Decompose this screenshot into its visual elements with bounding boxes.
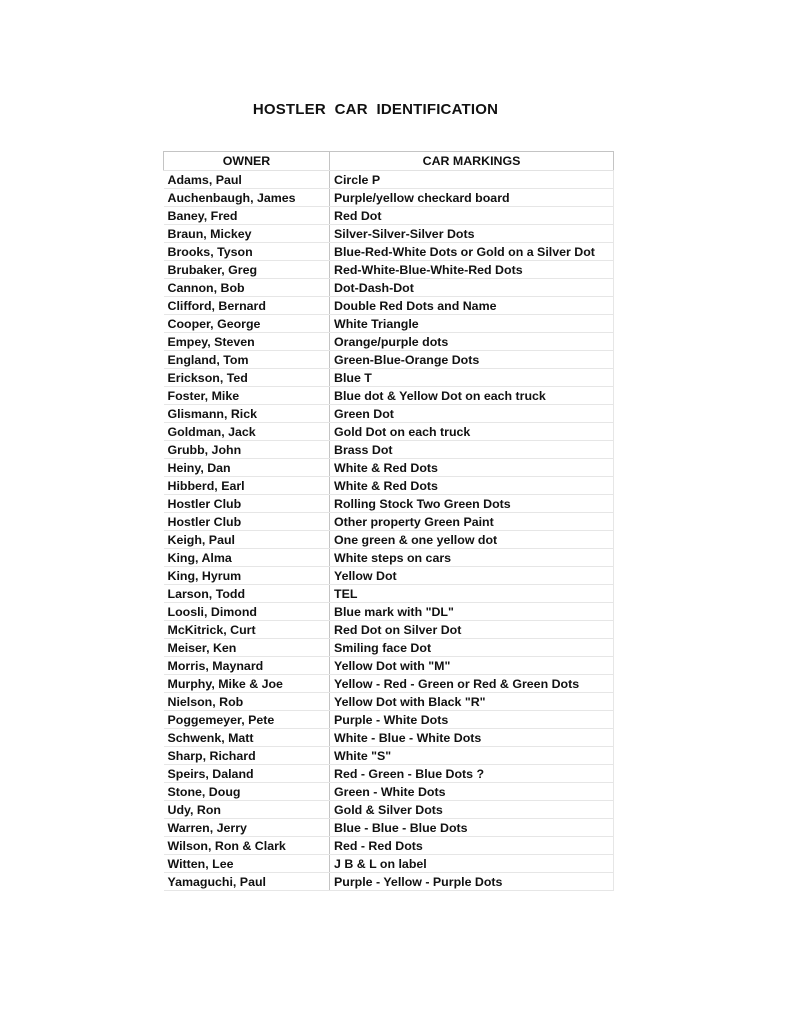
car-markings-cell: Gold & Silver Dots xyxy=(330,801,614,819)
table-row xyxy=(164,531,614,549)
car-markings-cell: White - Blue - White Dots xyxy=(330,729,614,747)
table-row xyxy=(164,279,614,297)
table-row xyxy=(164,711,614,729)
table-row xyxy=(164,819,614,837)
car-markings-cell: Dot-Dash-Dot xyxy=(330,279,614,297)
page-title: HOSTLER CAR IDENTIFICATION xyxy=(252,101,499,118)
car-markings-cell: Other property Green Paint xyxy=(330,513,614,531)
owner-cell: Morris, Maynard xyxy=(164,657,330,675)
car-markings-cell: White "S" xyxy=(330,747,614,765)
table-row xyxy=(164,549,614,567)
table-row xyxy=(164,189,614,207)
owner-cell: Warren, Jerry xyxy=(164,819,330,837)
table-row xyxy=(164,801,614,819)
car-markings-cell: White steps on cars xyxy=(330,549,614,567)
car-markings-cell: Green-Blue-Orange Dots xyxy=(330,351,614,369)
owner-cell: Speirs, Daland xyxy=(164,765,330,783)
owner-cell: Clifford, Bernard xyxy=(164,297,330,315)
owner-cell: Erickson, Ted xyxy=(164,369,330,387)
car-markings-cell: White & Red Dots xyxy=(330,459,614,477)
car-markings-cell: TEL xyxy=(330,585,614,603)
car-markings-cell: Red Dot on Silver Dot xyxy=(330,621,614,639)
table-row xyxy=(164,603,614,621)
owner-column-header: OWNER xyxy=(164,152,330,171)
table-body xyxy=(164,171,614,891)
car-markings-cell: Blue T xyxy=(330,369,614,387)
owner-cell: Adams, Paul xyxy=(164,171,330,189)
car-markings-cell: Blue dot & Yellow Dot on each truck xyxy=(330,387,614,405)
owner-cell: Keigh, Paul xyxy=(164,531,330,549)
car-markings-cell: Red - Green - Blue Dots ? xyxy=(330,765,614,783)
table-row xyxy=(164,513,614,531)
car-markings-cell: Circle P xyxy=(330,171,614,189)
car-markings-cell: Red-White-Blue-White-Red Dots xyxy=(330,261,614,279)
table-row xyxy=(164,423,614,441)
table-row xyxy=(164,207,614,225)
car-markings-cell: Double Red Dots and Name xyxy=(330,297,614,315)
car-markings-cell: Smiling face Dot xyxy=(330,639,614,657)
owner-cell: England, Tom xyxy=(164,351,330,369)
table-row xyxy=(164,729,614,747)
car-markings-cell: Rolling Stock Two Green Dots xyxy=(330,495,614,513)
owner-cell: Heiny, Dan xyxy=(164,459,330,477)
owner-cell: Empey, Steven xyxy=(164,333,330,351)
owner-cell: Auchenbaugh, James xyxy=(164,189,330,207)
table-row xyxy=(164,675,614,693)
car-markings-cell: Gold Dot on each truck xyxy=(330,423,614,441)
table-row xyxy=(164,243,614,261)
owner-cell: Yamaguchi, Paul xyxy=(164,873,330,891)
owner-cell: King, Hyrum xyxy=(164,567,330,585)
car-markings-cell: Yellow Dot xyxy=(330,567,614,585)
owner-cell: Glismann, Rick xyxy=(164,405,330,423)
table-row xyxy=(164,765,614,783)
table-row xyxy=(164,585,614,603)
table-row xyxy=(164,387,614,405)
owner-cell: Braun, Mickey xyxy=(164,225,330,243)
car-markings-cell: Red Dot xyxy=(330,207,614,225)
table-row xyxy=(164,315,614,333)
owner-cell: Foster, Mike xyxy=(164,387,330,405)
table-row xyxy=(164,657,614,675)
car-markings-cell: Yellow Dot with Black "R" xyxy=(330,693,614,711)
table-row xyxy=(164,333,614,351)
car-markings-cell: Blue - Blue - Blue Dots xyxy=(330,819,614,837)
table-row xyxy=(164,297,614,315)
owner-cell: Baney, Fred xyxy=(164,207,330,225)
owner-cell: Hostler Club xyxy=(164,513,330,531)
owner-cell: McKitrick, Curt xyxy=(164,621,330,639)
table-header-row xyxy=(164,152,614,171)
owner-cell: Hostler Club xyxy=(164,495,330,513)
car-markings-cell: One green & one yellow dot xyxy=(330,531,614,549)
table-row xyxy=(164,225,614,243)
owner-cell: King, Alma xyxy=(164,549,330,567)
owner-cell: Grubb, John xyxy=(164,441,330,459)
table-row xyxy=(164,567,614,585)
car-markings-cell: Brass Dot xyxy=(330,441,614,459)
owner-cell: Nielson, Rob xyxy=(164,693,330,711)
car-markings-cell: White Triangle xyxy=(330,315,614,333)
car-markings-cell: Red - Red Dots xyxy=(330,837,614,855)
owner-cell: Meiser, Ken xyxy=(164,639,330,657)
car-identification-table xyxy=(163,151,614,891)
owner-cell: Poggemeyer, Pete xyxy=(164,711,330,729)
car-markings-cell: Purple/yellow checkard board xyxy=(330,189,614,207)
owner-cell: Cannon, Bob xyxy=(164,279,330,297)
car-markings-cell: Green Dot xyxy=(330,405,614,423)
car-markings-cell: Yellow Dot with "M" xyxy=(330,657,614,675)
table-row xyxy=(164,477,614,495)
owner-cell: Stone, Doug xyxy=(164,783,330,801)
car-markings-cell: Yellow - Red - Green or Red & Green Dots xyxy=(330,675,614,693)
table-row xyxy=(164,621,614,639)
car-markings-column-header: CAR MARKINGS xyxy=(330,152,614,171)
table-row xyxy=(164,459,614,477)
owner-cell: Brooks, Tyson xyxy=(164,243,330,261)
owner-cell: Loosli, Dimond xyxy=(164,603,330,621)
table-row xyxy=(164,873,614,891)
owner-cell: Udy, Ron xyxy=(164,801,330,819)
table-row xyxy=(164,369,614,387)
owner-cell: Goldman, Jack xyxy=(164,423,330,441)
table-row xyxy=(164,747,614,765)
table-row xyxy=(164,261,614,279)
owner-cell: Hibberd, Earl xyxy=(164,477,330,495)
table-row xyxy=(164,837,614,855)
table-row xyxy=(164,441,614,459)
car-markings-cell: J B & L on label xyxy=(330,855,614,873)
owner-cell: Sharp, Richard xyxy=(164,747,330,765)
table-row xyxy=(164,351,614,369)
owner-cell: Murphy, Mike & Joe xyxy=(164,675,330,693)
car-markings-cell: Green - White Dots xyxy=(330,783,614,801)
car-markings-cell: White & Red Dots xyxy=(330,477,614,495)
car-markings-cell: Purple - Yellow - Purple Dots xyxy=(330,873,614,891)
table-row xyxy=(164,495,614,513)
owner-cell: Brubaker, Greg xyxy=(164,261,330,279)
owner-cell: Larson, Todd xyxy=(164,585,330,603)
car-markings-cell: Blue-Red-White Dots or Gold on a Silver Dot xyxy=(330,243,614,261)
car-markings-cell: Silver-Silver-Silver Dots xyxy=(330,225,614,243)
owner-cell: Schwenk, Matt xyxy=(164,729,330,747)
car-markings-cell: Blue mark with "DL" xyxy=(330,603,614,621)
owner-cell: Wilson, Ron & Clark xyxy=(164,837,330,855)
table-row xyxy=(164,783,614,801)
table-row xyxy=(164,405,614,423)
table-row xyxy=(164,693,614,711)
table-row xyxy=(164,855,614,873)
owner-cell: Witten, Lee xyxy=(164,855,330,873)
table-row xyxy=(164,171,614,189)
table-row xyxy=(164,639,614,657)
car-markings-cell: Orange/purple dots xyxy=(330,333,614,351)
owner-cell: Cooper, George xyxy=(164,315,330,333)
car-markings-cell: Purple - White Dots xyxy=(330,711,614,729)
